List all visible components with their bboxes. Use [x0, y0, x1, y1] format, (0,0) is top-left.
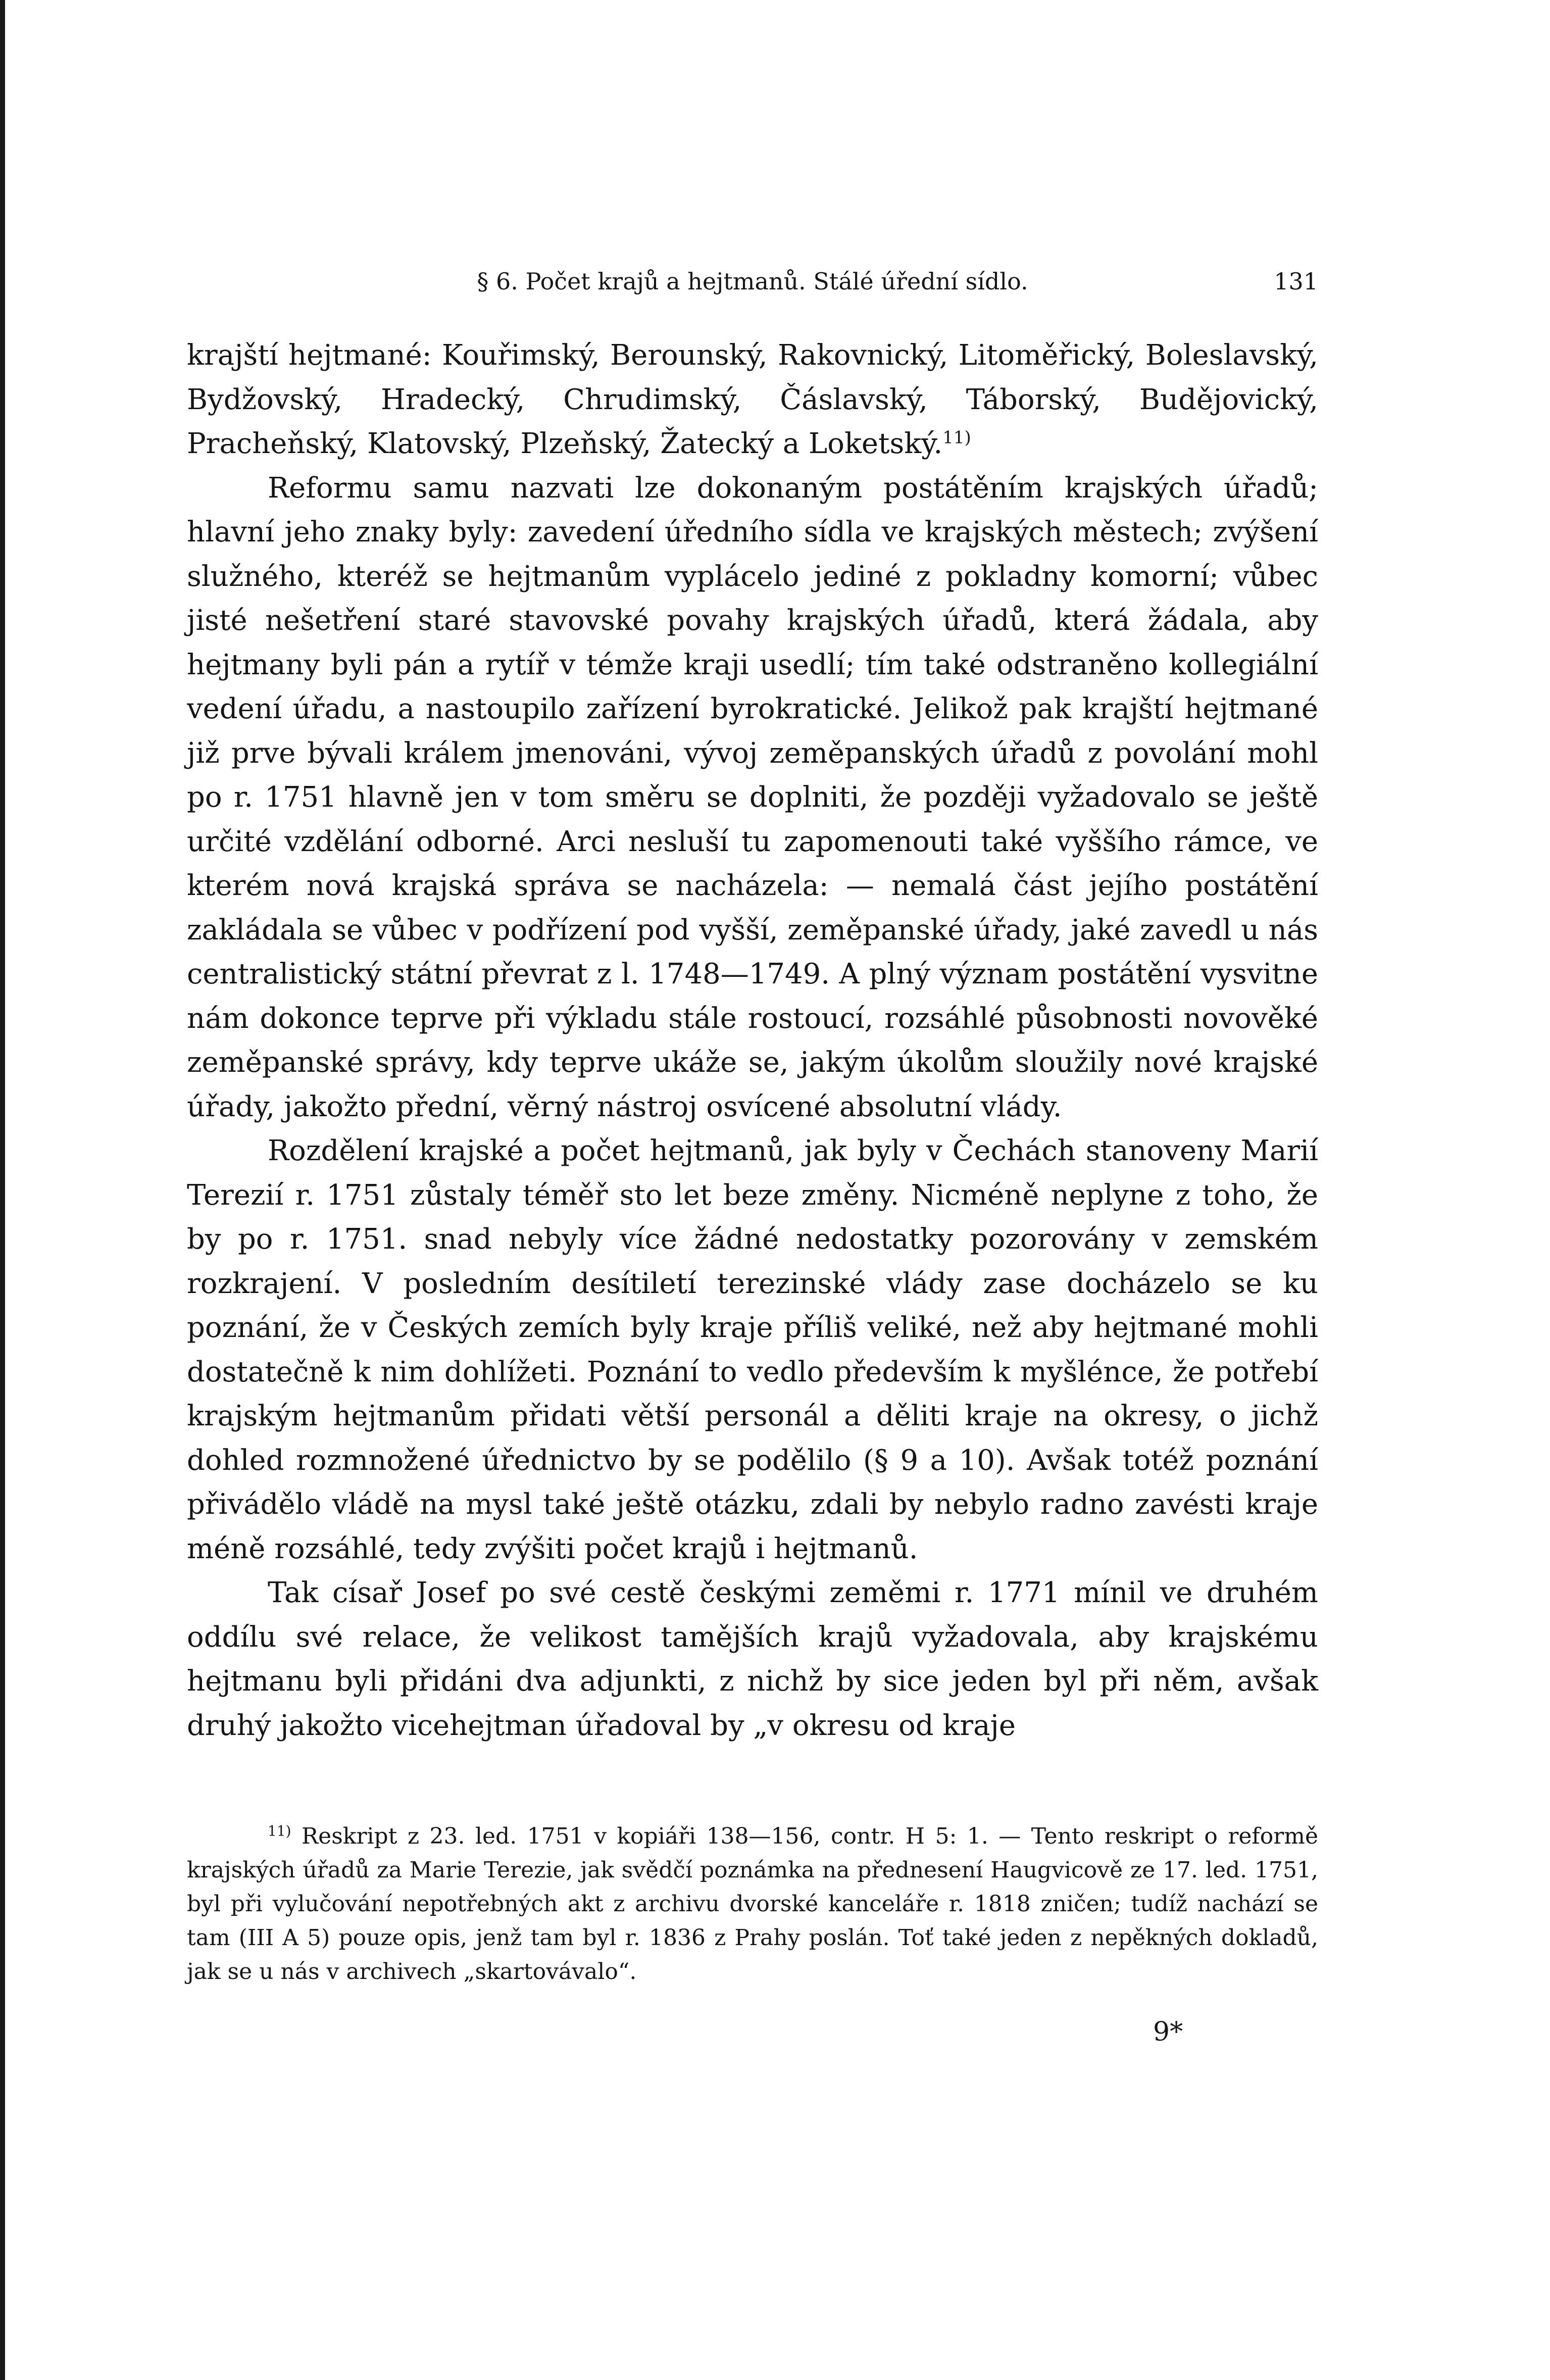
- header-title: § 6. Počet krajů a hejtmanů. Stálé úřední sídlo.: [477, 268, 1028, 295]
- paragraph-2: Reformu samu nazvati lze dokonaným postátěním krajských úřadů; hlavní jeho znaky byly: zavedení úředního sídla ve krajských městech; zvýšení služného, kteréž se hejtmanům vyplácelo jediné z pokladny komorní; vůbec jisté nešetření staré stavovské povahy krajských úřadů, která žádala, aby hejtmany byli pán a rytíř v témže kraji usedlí; tím také odstraněno kollegiální vedení úřadu, a nastoupilo zařízení byrokratické. Jelikož pak krajští hejtmané již prve bývali králem jmenováni, vývoj zeměpanských úřadů z povolání mohl po r. 1751 hlavně jen v tom směru se doplniti, že později vyžadovalo se ještě určité vzdělání odborné. Arci nesluší tu zapomenouti také vyššího rámce, ve kterém nová krajská správa se nacházela: — nemalá část jejího postátění zakládala se vůbec v podřízení pod vyšší, zeměpanské úřady, jaké zavedl u nás centralistický státní převrat z l. 1748—1749. A plný význam postátění vysvitne nám dokonce teprve při výkladu stále rostoucí, rozsáhlé působnosti novověké zeměpanské správy, kdy teprve ukáže se, jakým úkolům sloužily nové krajské úřady, jakožto přední, věrný nástroj osvícené absolutní vlády.: [187, 471, 1318, 1123]
- footnote-marker: 11): [268, 1822, 291, 1840]
- paragraph-1: [187, 333, 1318, 466]
- footnotes: [187, 1819, 1318, 1989]
- printer-signature: 9*: [1153, 2017, 1183, 2047]
- paragraph-4: Tak císař Josef po své cestě českými zeměmi r. 1771 mínil ve druhém oddílu své relace, že velikost tamějších krajů vyžadovala, aby krajskému hejtmanu byli přidáni dva adjunkti, z nichž by sice jeden byl při něm, avšak druhý jakožto vicehejtman úřadoval by „v okresu od kraje: [187, 1576, 1318, 1742]
- footnote-text: Reskript z 23. led. 1751 v kopiáři 138—156, contr. H 5: 1. — Tento reskript o reformě krajských úřadů za Marie Terezie, jak svědčí poznámka na přednesení Haugvicově ze 17. led. 1751, byl při vylučování nepotřebných akt z archivu dvorské kanceláře r. 1818 zničen; tudíž nachází se tam (III A 5) pouze opis, jenž tam byl r. 1836 z Prahy poslán. Toť také jeden z nepěkných dokladů, jak se u nás v archivech „skartovávalo“.: [187, 1823, 1318, 1985]
- paragraph-3: Rozdělení krajské a počet hejtmanů, jak byly v Čechách stanoveny Marií Terezií r. 1751 zůstaly téměř sto let beze změny. Nicméně neplyne z toho, že by po r. 1751. snad nebyly více žádné nedostatky pozorovány v zemském rozkrajení. V posledním desítiletí terezinské vlády zase docházelo se ku poznání, že v Českých zemích byly kraje příliš veliké, než aby hejtmané mohli dostatečně k nim dohlížeti. Poznání to vedlo především k myšlénce, že potřebí krajským hejtmanům přidati větší personál a děliti kraje na okresy, o jichž dohled rozmnožené úřednictvo by se podělilo (§ 9 a 10). Avšak totéž poznání přivádělo vládě na mysl také ještě otázku, zdali by nebylo radno zavésti kraje méně rozsáhlé, tedy zvýšiti počet krajů i hejtmanů.: [187, 1134, 1318, 1565]
- running-header: [187, 263, 1318, 303]
- footnote-11: [187, 1819, 1318, 1989]
- book-page: [187, 263, 1318, 2047]
- footnote-reference: 11): [942, 427, 971, 448]
- paragraph-text: krajští hejtmané: Kouřimský, Berounský, Rakovnický, Litoměřický, Boleslavský, Bydžovský, Hradecký, Chrudimský, Čáslavský, Táborský, Budějovický, Pracheňský, Klatovský, Plzeňský, Žatecký a Loketský.: [187, 339, 1318, 460]
- page-number: 131: [1274, 268, 1318, 295]
- scan-edge: [0, 0, 5, 2380]
- body-text: [187, 333, 1318, 1748]
